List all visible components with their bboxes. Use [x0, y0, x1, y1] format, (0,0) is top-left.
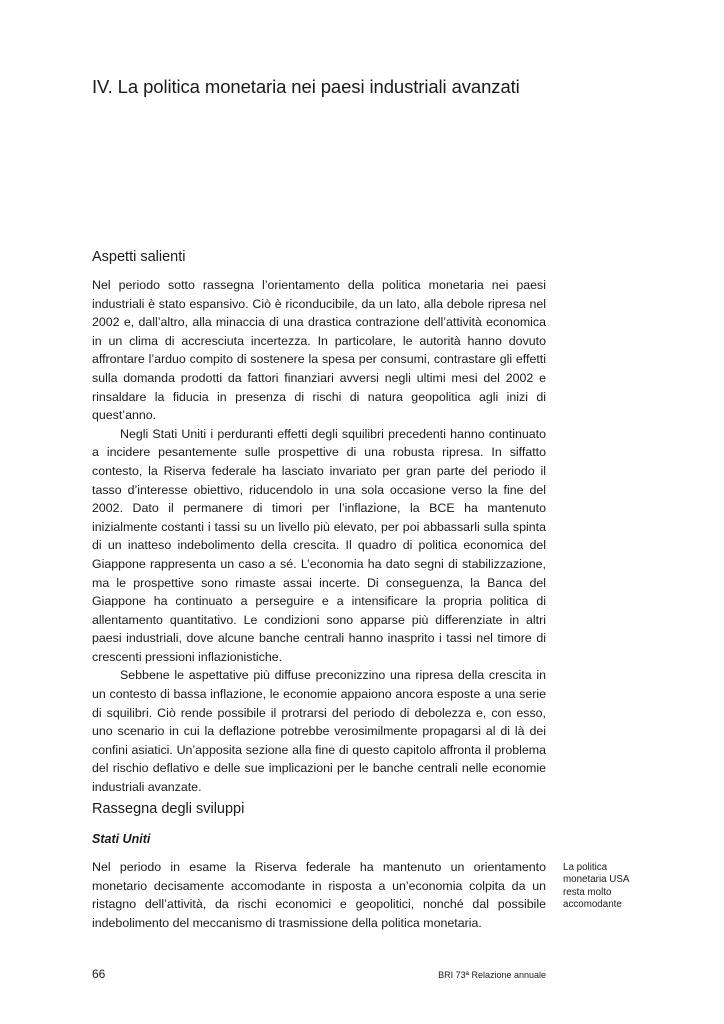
margin-note: La politica monetaria USA resta molto accomodante	[563, 862, 629, 911]
body-paragraph: Sebbene le aspettative più diffuse preconizzino una ripresa della crescita in un contesto di bassa inflazione, le economie appaiono ancora esposte a una serie di squilibri. Ciò rende possibile il protrarsi del periodo di debolezza e, con esso, uno scenario in cui la deflazione potrebbe verosimilmente propagarsi al di là dei confini asiatici. Un’apposita sezione alla fine di questo capitolo affronta il problema del rischio deflativo e delle sue implicazioni per le banche centrali nelle economie industriali avanzate.	[92, 668, 546, 795]
body-paragraph: Nel periodo sotto rassegna l’orientamento della politica monetaria nei paesi industriali è stato espansivo. Ciò è riconducibile, da un lato, alla debole ripresa nel 2002 e, dall’altro, alla minaccia di una drastica contrazione dell’attività economica in un clima di accresciuta incertezza. In particolare, le autorità hanno dovuto affrontare l’arduo compito di sostenere la spesa per consumi, contrastare gli effetti sulla domanda prodotti da fattori finanziari avversi negli ultimi mesi del 2002 e rinsaldare la fiducia in presenza di rischi di natura geopolitica agli inizi di quest’anno.	[92, 278, 546, 423]
body-paragraph: Negli Stati Uniti i perduranti effetti degli squilibri precedenti hanno continuato a incidere pesantemente sulle prospettive di una robusta ripresa. In siffatto contesto, la Riserva federale ha lasciato invariato per gran parte del periodo il tasso d’interesse obiettivo, riducendolo in una sola occasione verso la fine del 2002. Dato il permanere di timori per l’inflazione, la BCE ha mantenuto inizialmente costanti i tassi su un livello più elevato, per poi abbassarli sulla spinta di un inatteso indebolimento della crescita. Il quadro di politica economica del Giappone rappresenta un caso a sé. L’economia ha dato segni di stabilizzazione, ma le prospettive sono rimaste assai incerte. Di conseguenza, la Banca del Giappone ha continuato a perseguire e a intensificare la propria politica di allentamento quantitativo. Le condizioni sono apparse più differenziate in altri paesi industriali, dove alcune banche centrali hanno inasprito i tassi nel timore di crescenti pressioni inflazionistiche.	[92, 426, 546, 664]
section-heading-rassegna-sviluppi: Rassegna degli sviluppi	[92, 801, 245, 817]
running-footer: BRI 73ª Relazione annuale	[438, 970, 546, 980]
chapter-title: IV. La politica monetaria nei paesi industriali avanzati	[92, 76, 520, 97]
body-paragraph: Nel periodo in esame la Riserva federale ha mantenuto un orientamento monetario decisamente accomodante in risposta a un’economia colpita da un ristagno dell’attività, da rischi economici e geopolitici, nonché dal possibile indebolimento del meccanismo di trasmissione della politica monetaria.	[92, 860, 546, 930]
page-number: 66	[92, 967, 106, 981]
section-heading-aspetti-salienti: Aspetti salienti	[92, 249, 186, 265]
aspetti-salienti-body	[92, 276, 546, 797]
subsection-heading-stati-uniti: Stati Uniti	[92, 832, 151, 846]
stati-uniti-body	[92, 858, 546, 932]
